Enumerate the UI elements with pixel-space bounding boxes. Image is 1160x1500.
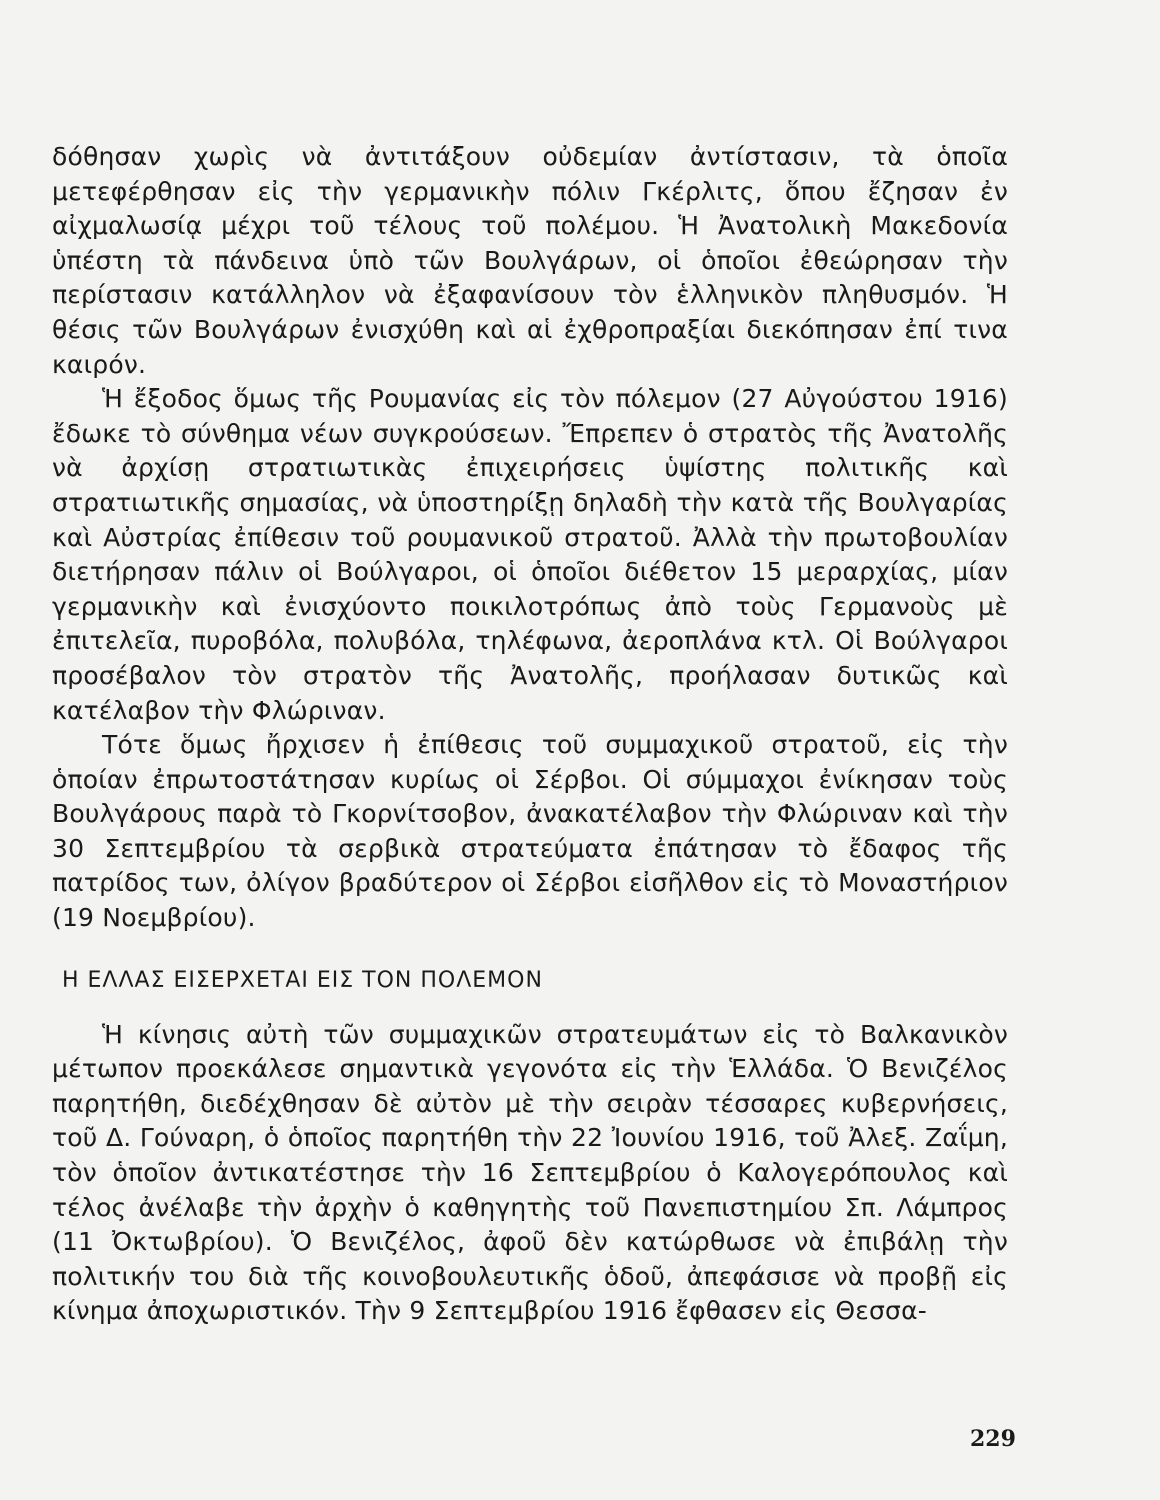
paragraph-allied-offensive: Τότε ὅμως ἤρχισεν ἡ ἐπίθεσις τοῦ συμμαχικοῦ στρατοῦ, εἰς τὴν ὁποίαν ἐπρωτοστάτησαν κυρίως οἱ Σέρβοι. Οἱ σύμμαχοι ἐνίκησαν τοὺς Βουλγάρους παρὰ τὸ Γκορνίτσοβον, ἀνακατέλαβον τὴν Φλώριναν καὶ τὴν 30 Σεπτεμβρίου τὰ σερβικὰ στρατεύματα ἐπάτησαν τὸ ἔδαφος τῆς πατρίδος των, ὀλίγον βραδύτερον οἱ Σέρβοι εἰσῆλθον εἰς τὸ Μοναστήριον (19 Νοεμβρίου). bbox=[52, 730, 1008, 933]
paragraph-greece-enters: Ἡ κίνησις αὐτὴ τῶν συμμαχικῶν στρατευμάτων εἰς τὸ Βαλκανικὸν μέτωπον προεκάλεσε σημαντικὰ γεγονότα εἰς τὴν Ἑλλάδα. Ὁ Βενιζέλος παρητήθη, διεδέχθησαν δὲ αὐτὸν μὲ τὴν σειρὰν τέσσαρες κυβερνήσεις, τοῦ Δ. Γούναρη, ὁ ὁποῖος παρητήθη τὴν 22 Ἰουνίου 1916, τοῦ Ἀλεξ. Ζαΐμη, τὸν ὁποῖον ἀντικατέστησε τὴν 16 Σεπτεμβρίου ὁ Καλογερόπουλος καὶ τέλος ἀνέλαβε τὴν ἀρχὴν ὁ καθηγητὴς τοῦ Πανεπιστημίου Σπ. Λάμπρος (11 Ὀκτωβρίου). Ὁ Βενιζέλος, ἀφοῦ δὲν κατώρθωσε νὰ ἐπιβάλῃ τὴν πολιτικήν του διὰ τῆς κοινοβουλευτικῆς ὁδοῦ, ἀπεφάσισε νὰ προβῇ εἰς κίνημα ἀποχωριστικόν. Τὴν 9 Σεπτεμβρίου 1916 ἔφθασεν εἰς Θεσσα- bbox=[52, 1019, 1008, 1326]
section-heading: Η ΕΛΛΑΣ ΕΙΣΕΡΧΕΤΑΙ ΕΙΣ ΤΟΝ ΠΟΛΕΜΟΝ bbox=[62, 967, 543, 993]
page-number: 229 bbox=[970, 1426, 1016, 1452]
paragraph-continuation: δόθησαν χωρὶς νὰ ἀντιτάξουν οὐδεμίαν ἀντίστασιν, τὰ ὁποῖα μετεφέρθησαν εἰς τὴν γερμανικὴν πόλιν Γκέρλιτς, ὅπου ἔζησαν ἐν αἰχμαλωσίᾳ μέχρι τοῦ τέλους τοῦ πολέμου. Ἡ Ἀνατολικὴ Μακεδονία ὑπέστη τὰ πάνδεινα ὑπὸ τῶν Βουλγάρων, οἱ ὁποῖοι ἐθεώρησαν τὴν περίστασιν κατάλληλον νὰ ἐξαφανίσουν τὸν ἑλληνικὸν πληθυσμόν. Ἡ θέσις τῶν Βουλγάρων ἐνισχύθη καὶ αἱ ἐχθροπραξίαι διεκόπησαν ἐπί τινα καιρόν. bbox=[52, 142, 1008, 379]
book-page bbox=[52, 140, 1008, 1329]
paragraph-romania: Ἡ ἔξοδος ὅμως τῆς Ρουμανίας εἰς τὸν πόλεμον (27 Αὐγούστου 1916) ἔδωκε τὸ σύνθημα νέων συγκρούσεων. Ἔπρεπεν ὁ στρατὸς τῆς Ἀνατολῆς νὰ ἀρχίσῃ στρατιωτικὰς ἐπιχειρήσεις ὑψίστης πολιτικῆς καὶ στρατιωτικῆς σημασίας, νὰ ὑποστηρίξῃ δηλαδὴ τὴν κατὰ τῆς Βουλγαρίας καὶ Αὐστρίας ἐπίθεσιν τοῦ ρουμανικοῦ στρατοῦ. Ἀλλὰ τὴν πρωτοβουλίαν διετήρησαν πάλιν οἱ Βούλγαροι, οἱ ὁποῖοι διέθετον 15 μεραρχίας, μίαν γερμανικὴν καὶ ἐνισχύοντο ποικιλοτρόπως ἀπὸ τοὺς Γερμανοὺς μὲ ἐπιτελεῖα, πυροβόλα, πολυβόλα, τηλέφωνα, ἀεροπλάνα κτλ. Οἱ Βούλγαροι προσέβαλον τὸν στρατὸν τῆς Ἀνατολῆς, προήλασαν δυτικῶς καὶ κατέλαβον τὴν Φλώριναν. bbox=[52, 384, 1008, 725]
